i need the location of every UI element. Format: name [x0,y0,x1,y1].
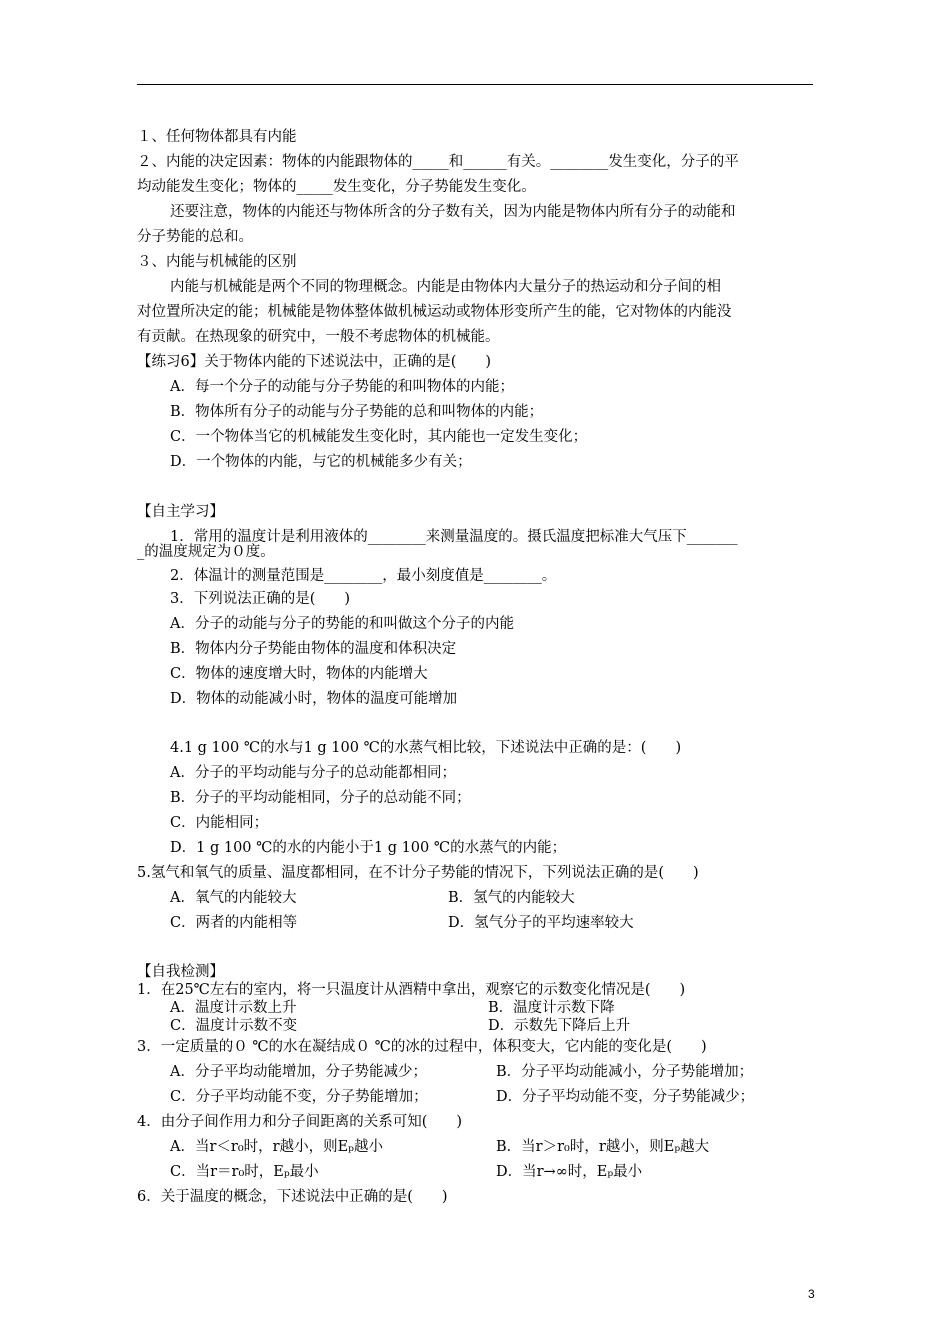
text-line: 对位置所决定的能；机械能是物体整体做机械运动或物体形变所产生的能，它对物体的内能没 [137,304,732,320]
text-line: 均动能发生变化；物体的_____发生变化，分子势能发生变化。 [137,179,536,195]
question-3: 3．下列说法正确的是( ) [170,591,351,607]
question-1: 1．在25℃左右的室内，将一只温度计从酒精中拿出，观察它的示数变化情况是( ) [137,982,686,998]
option-a: A．分子平均动能增加，分子势能减少； [170,1064,427,1080]
option-a: A．每一个分子的动能与分子势能的和叫物体的内能； [170,379,514,395]
exercise-6-question: 【练习6】关于物体内能的下述说法中，正确的是( ) [137,354,492,370]
text-line: 1．常用的温度计是利用液体的________来测量温度的。摄氏温度把标准大气压下_______ [170,529,738,545]
option-a: A．当r＜r₀时，r越小，则Eₚ越小 [170,1139,383,1155]
option-c: C．物体的速度增大时，物体的内能增大 [170,666,428,682]
option-c: C．温度计示数不变 [170,1018,298,1034]
option-b: B．物体所有分子的动能与分子势能的总和叫物体的内能； [170,404,544,420]
question-4: 4.1 g 100 ℃的水与1 g 100 ℃的水蒸气相比较，下述说法中正确的是：( ) [170,740,682,756]
option-c: C．一个物体当它的机械能发生变化时，其内能也一定发生变化； [170,429,588,445]
text-line: 还要注意，物体的内能还与物体所含的分子数有关，因为内能是物体内所有分子的动能和 [170,204,736,220]
page-number: 3 [808,1287,815,1301]
text-line: 分子势能的总和。 [137,229,253,245]
option-b: B．当r＞r₀时，r越小，则Eₚ越大 [496,1139,710,1155]
option-a: A．分子的动能与分子的势能的和叫做这个分子的内能 [170,616,514,632]
section-heading-self-study: 【自主学习】 [137,504,224,520]
option-b: B．温度计示数下降 [488,1000,615,1016]
text-line: _的温度规定为０度。 [137,544,275,560]
question-3: 3．一定质量的０ ℃的水在凝结成０ ℃的冰的过程中，体积变大，它内能的变化是( ) [137,1039,707,1055]
option-d: D．一个物体的内能，与它的机械能多少有关； [170,454,472,470]
text-line: 2．体温计的测量范围是________，最小刻度值是________。 [170,568,557,584]
option-b: B．分子的平均动能相同，分子的总动能不同； [170,790,471,806]
option-a: A．温度计示数上升 [170,1000,297,1016]
option-b: B．物体内分子势能由物体的温度和体积决定 [170,641,457,657]
option-b: B．分子平均动能减小，分子势能增加； [496,1064,754,1080]
question-4: 4．由分子间作用力和分子间距离的关系可知( ) [137,1114,463,1130]
option-d: D．示数先下降后上升 [488,1018,631,1034]
option-c: C．分子平均动能不变，分子势能增加； [170,1089,428,1105]
option-c: C．当r＝r₀时，Eₚ最小 [170,1164,319,1180]
text-line: １、任何物体都具有内能 [137,129,297,145]
option-d: D．1 g 100 ℃的水的内能小于1 g 100 ℃的水蒸气的内能； [170,840,567,856]
header-rule [137,84,813,85]
option-a: A．分子的平均动能与分子的总动能都相同； [170,765,456,781]
section-heading-self-check: 【自我检测】 [137,964,224,980]
option-d: D．分子平均动能不变，分子势能减少； [496,1089,755,1105]
text-line: ３、内能与机械能的区别 [137,254,297,270]
option-d: D．当r→∞时，Eₚ最小 [496,1164,643,1180]
option-a: A．氧气的内能较大 [170,890,297,906]
option-c: C．两者的内能相等 [170,915,298,931]
text-line: ２、内能的决定因素：物体的内能跟物体的_____和______有关。________发生变化，分子的平 [137,154,739,170]
option-d: D．氢气分子的平均速率较大 [448,915,634,931]
question-6: 6．关于温度的概念，下述说法中正确的是( ) [137,1189,448,1205]
option-b: B．氢气的内能较大 [448,890,575,906]
text-line: 内能与机械能是两个不同的物理概念。内能是由物体内大量分子的热运动和分子间的相 [170,279,721,295]
text-line: 有贡献。在热现象的研究中，一般不考虑物体的机械能。 [137,329,500,345]
option-c: C．内能相同； [170,815,269,831]
option-d: D．物体的动能减小时，物体的温度可能增加 [170,691,458,707]
question-5: 5.氢气和氧气的质量、温度都相同，在不计分子势能的情况下，下列说法正确的是( ) [137,865,699,881]
